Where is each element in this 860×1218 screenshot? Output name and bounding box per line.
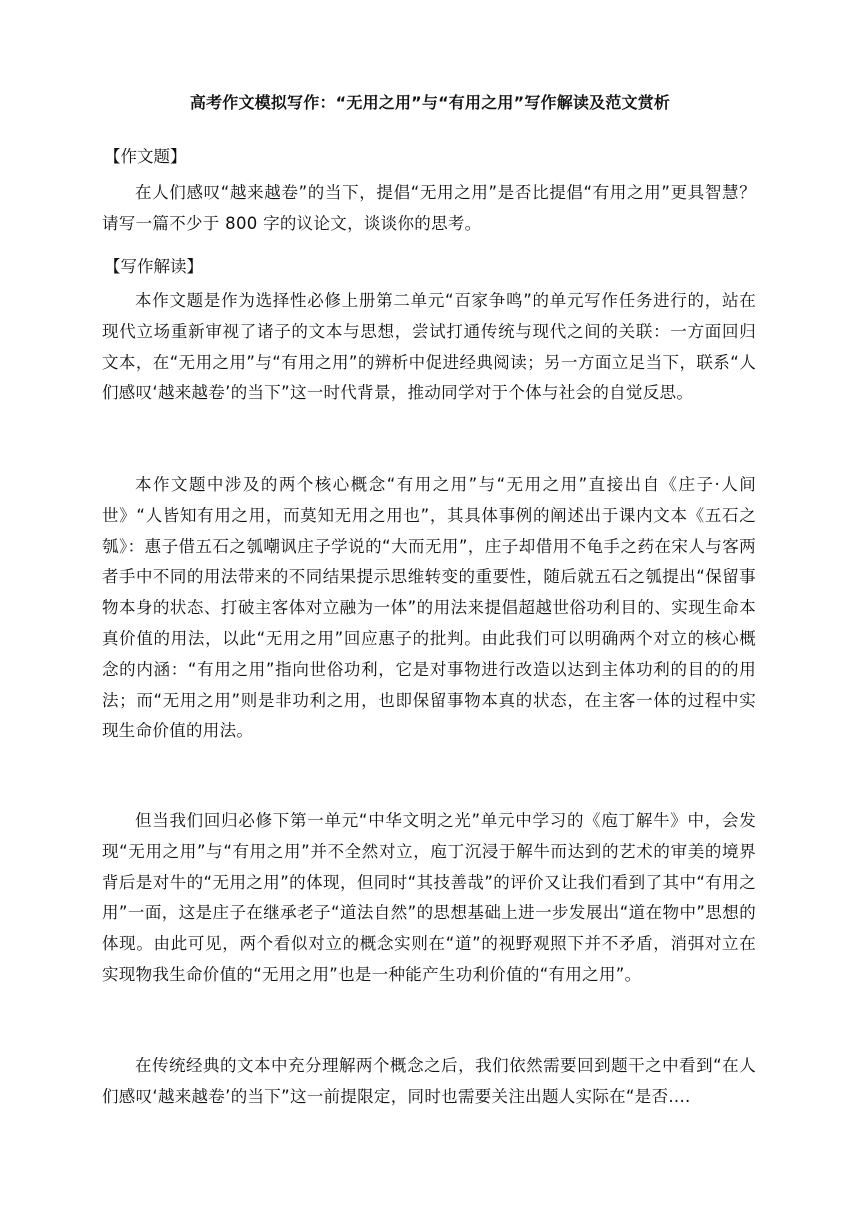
document-title: 高考作文模拟写作：“无用之用”与“有用之用”写作解读及范文赏析 (189, 93, 671, 112)
analysis-paragraph-3: 但当我们回归必修下第一单元“中华文明之光”单元中学习的《庖丁解牛》中，会发现“无用之用”与“有用之用”并不全然对立，庖丁沉浸于解牛而达到的艺术的审美的境界背后是对牛的“无用之用”的体现，但同时“其技善哉”的评价又让我们看到了其中“有用之用”一面，这是庄子在继承老子“道法自然”的思想基础上进一步发展出“道在物中”思想的体现。由此可见，两个看似对立的概念实则在“道”的视野观照下并不矛盾，消弭对立在实现物我生命价值的“无用之用”也是一种能产生功利价值的“有用之用”。 (102, 811, 756, 984)
section-heading-prompt: 【作文题】 (104, 147, 187, 166)
section-heading-analysis: 【写作解读】 (104, 257, 203, 276)
analysis-paragraph-1: 本作文题是作为选择性必修上册第二单元“百家争鸣”的单元写作任务进行的，站在现代立场重新审视了诸子的文本与思想，尝试打通传统与现代之间的关联：一方面回归文本，在“无用之用”与“有用之用”的辨析中促进经典阅读；另一方面立足当下，联系“人们感叹‘越来越卷’的当下”这一时代背景，推动同学对于个体与社会的自觉反思。 (102, 291, 756, 403)
analysis-paragraph-4: 在传统经典的文本中充分理解两个概念之后，我们依然需要回到题干之中看到“在人们感叹‘越来越卷’的当下”这一前提限定，同时也需要关注出题人实际在“是否.... (102, 1056, 756, 1106)
analysis-paragraph-2: 本作文题中涉及的两个核心概念“有用之用”与“无用之用”直接出自《庄子·人间世》“人皆知有用之用，而莫知无用之用也”，其具体事例的阐述出于课内文本《五石之瓠》：惠子借五石之瓠嘲讽庄子学说的“大而无用”，庄子却借用不龟手之药在宋人与客两者手中不同的用法带来的不同结果提示思维转变的重要性，随后就五石之瓠提出“保留事物本身的状态、打破主客体对立融为一体”的用法来提倡超越世俗功利目的、实现生命本真价值的用法，以此“无用之用”回应惠子的批判。由此我们可以明确两个对立的核心概念的内涵：“有用之用”指向世俗功利，它是对事物进行改造以达到主体功利的目的的用法；而“无用之用”则是非功利之用，也即保留事物本真的状态，在主客一体的过程中实现生命价值的用法。 (102, 475, 756, 741)
prompt-paragraph: 在人们感叹“越来越卷”的当下，提倡“无用之用”是否比提倡“有用之用”更具智慧？请写一篇不少于 800 字的议论文，谈谈你的思考。 (102, 183, 756, 233)
